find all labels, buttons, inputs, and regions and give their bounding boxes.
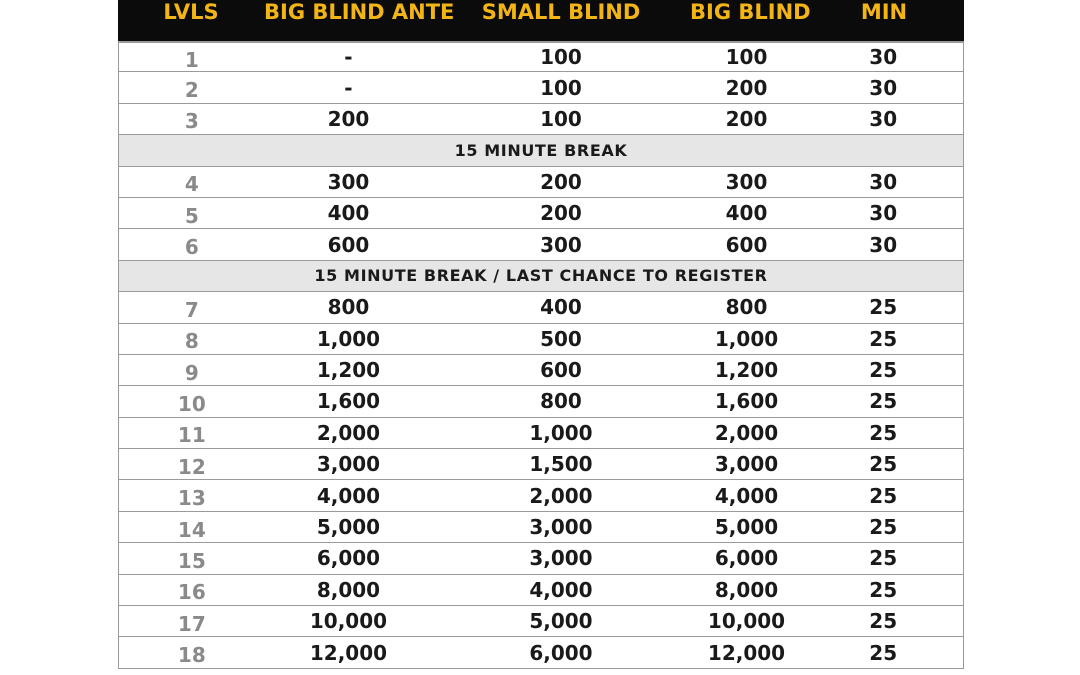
minutes-value: 30	[869, 232, 898, 257]
ante-value: 6,000	[316, 546, 381, 571]
ante-value: 3,000	[316, 452, 381, 477]
ante-value: 8,000	[316, 577, 381, 602]
ante-value: 300	[327, 169, 370, 194]
big-blind-value: 1,600	[714, 389, 779, 414]
level-number: 11	[177, 423, 206, 448]
header-minutes: MIN	[860, 0, 908, 24]
level-number: 10	[177, 391, 206, 416]
level-number: 16	[177, 580, 206, 605]
ante-value: 2,000	[316, 420, 381, 445]
minutes-value: 25	[869, 326, 898, 351]
small-blind-value: 400	[540, 295, 582, 320]
small-blind-value: 100	[540, 106, 582, 131]
small-blind-value: 3,000	[529, 546, 593, 571]
ante-value: -	[344, 45, 353, 70]
minutes-value: 25	[869, 546, 898, 571]
minutes-value: 25	[869, 452, 898, 477]
ante-value: 400	[327, 201, 370, 226]
ante-value: 800	[327, 295, 370, 320]
level-number: 1	[184, 47, 199, 72]
ante-value: 12,000	[309, 640, 388, 665]
blind-structure-table	[118, 0, 964, 669]
level-number: 13	[177, 486, 206, 511]
big-blind-value: 100	[725, 45, 768, 70]
small-blind-value: 4,000	[529, 577, 593, 602]
small-blind-value: 100	[540, 45, 582, 70]
level-number: 5	[184, 203, 199, 228]
minutes-value: 30	[869, 201, 898, 226]
level-number: 9	[184, 360, 199, 385]
minutes-value: 30	[869, 106, 898, 131]
big-blind-value: 800	[725, 295, 768, 320]
minutes-value: 25	[869, 577, 898, 602]
small-blind-value: 300	[540, 232, 582, 257]
header-big-blind: BIG BLIND	[690, 0, 811, 24]
table-row	[118, 637, 964, 668]
minutes-value: 25	[869, 295, 898, 320]
table-header	[118, 0, 964, 41]
level-number: 6	[184, 235, 199, 260]
minutes-value: 25	[869, 483, 898, 508]
minutes-value: 30	[869, 45, 898, 70]
table-row	[118, 355, 964, 386]
big-blind-value: 200	[725, 75, 768, 100]
level-number: 17	[177, 611, 206, 636]
header-big-blind-ante: BIG BLIND ANTE	[264, 0, 455, 24]
level-number: 14	[177, 517, 206, 542]
table-row	[118, 72, 964, 103]
table-row	[118, 449, 964, 480]
ante-value: 1,200	[316, 358, 381, 383]
table-row	[118, 41, 964, 72]
ante-value: 1,600	[316, 389, 381, 414]
big-blind-value: 8,000	[714, 577, 779, 602]
minutes-value: 25	[869, 609, 898, 634]
table-row	[118, 324, 964, 355]
level-number: 2	[184, 78, 199, 103]
table-row	[118, 104, 964, 135]
small-blind-value: 1,500	[529, 452, 593, 477]
ante-value: 200	[327, 106, 370, 131]
small-blind-value: 2,000	[529, 483, 593, 508]
minutes-value: 30	[869, 169, 898, 194]
level-number: 8	[184, 329, 199, 354]
header-levels: LVLS	[163, 0, 219, 24]
ante-value: 5,000	[316, 515, 381, 540]
break-label: 15 MINUTE BREAK / LAST CHANCE TO REGISTER	[314, 266, 768, 286]
ante-value: -	[344, 75, 353, 100]
minutes-value: 25	[869, 420, 898, 445]
ante-value: 4,000	[316, 483, 381, 508]
big-blind-value: 12,000	[707, 640, 786, 665]
break-label: 15 MINUTE BREAK	[454, 140, 628, 160]
big-blind-value: 3,000	[714, 452, 779, 477]
level-number: 12	[177, 454, 206, 479]
header-small-blind: SMALL BLIND	[481, 0, 641, 24]
big-blind-value: 600	[725, 232, 768, 257]
big-blind-value: 4,000	[714, 483, 779, 508]
small-blind-value: 500	[540, 326, 582, 351]
table-row	[118, 167, 964, 198]
level-number: 3	[184, 109, 199, 134]
break-row	[118, 135, 964, 166]
small-blind-value: 800	[540, 389, 582, 414]
minutes-value: 25	[869, 640, 898, 665]
ante-value: 1,000	[316, 326, 381, 351]
big-blind-value: 10,000	[707, 609, 786, 634]
small-blind-value: 200	[540, 201, 582, 226]
small-blind-value: 600	[540, 358, 582, 383]
big-blind-value: 400	[725, 201, 768, 226]
table-body	[118, 41, 964, 669]
table-row	[118, 575, 964, 606]
table-row	[118, 292, 964, 323]
ante-value: 600	[327, 232, 370, 257]
small-blind-value: 5,000	[529, 609, 593, 634]
small-blind-value: 6,000	[529, 640, 593, 665]
minutes-value: 25	[869, 389, 898, 414]
big-blind-value: 5,000	[714, 515, 779, 540]
table-row	[118, 386, 964, 417]
break-row	[118, 261, 964, 292]
minutes-value: 25	[869, 515, 898, 540]
small-blind-value: 200	[540, 169, 582, 194]
small-blind-value: 1,000	[529, 420, 593, 445]
table-row	[118, 198, 964, 229]
big-blind-value: 200	[725, 106, 768, 131]
big-blind-value: 1,200	[714, 358, 779, 383]
level-number: 7	[184, 297, 199, 322]
minutes-value: 30	[869, 75, 898, 100]
ante-value: 10,000	[309, 609, 388, 634]
big-blind-value: 300	[725, 169, 768, 194]
level-number: 4	[184, 172, 199, 197]
level-number: 15	[177, 548, 206, 573]
small-blind-value: 3,000	[529, 515, 593, 540]
level-number: 18	[177, 643, 206, 668]
big-blind-value: 2,000	[714, 420, 779, 445]
table-row	[118, 229, 964, 260]
small-blind-value: 100	[540, 75, 582, 100]
table-row	[118, 606, 964, 637]
table-row	[118, 418, 964, 449]
big-blind-value: 1,000	[714, 326, 779, 351]
big-blind-value: 6,000	[714, 546, 779, 571]
minutes-value: 25	[869, 358, 898, 383]
table-row	[118, 543, 964, 574]
table-row	[118, 512, 964, 543]
table-row	[118, 480, 964, 511]
